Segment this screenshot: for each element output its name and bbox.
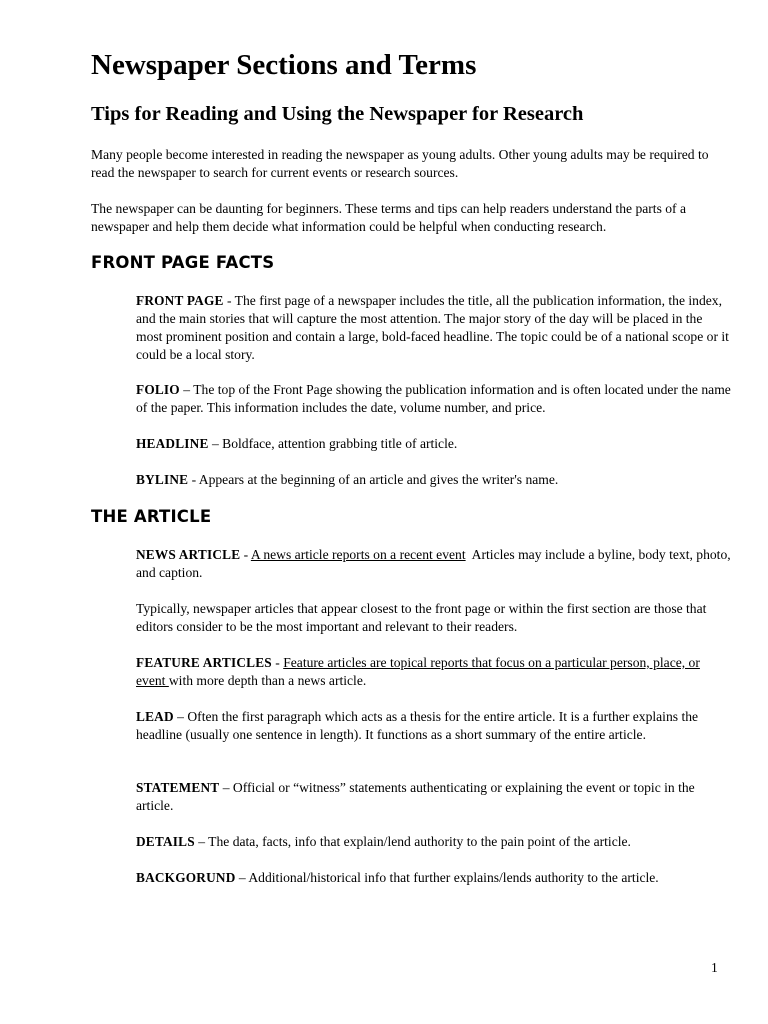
term-entry-folio — [136, 381, 732, 417]
page-subtitle: Tips for Reading and Using the Newspaper for Research — [91, 103, 584, 125]
intro-paragraph-2: The newspaper can be daunting for beginners. These terms and tips can help readers understand the parts of a newspaper and help them decide what information could be helpful when conducting research. — [91, 201, 687, 234]
term-entry-feature-articles — [136, 654, 732, 690]
term-label: BYLINE — [136, 472, 189, 487]
term-separator: – — [235, 870, 249, 885]
page-number: 1 — [711, 960, 718, 975]
term-label: NEWS ARTICLE — [136, 547, 241, 562]
term-definition: The top of the Front Page showing the publication information and is often located under the name of the paper. This information includes the date, volume number, and price. — [136, 382, 731, 415]
term-label: FRONT PAGE — [136, 293, 224, 308]
term-separator: – — [179, 382, 194, 397]
term-entry-details — [136, 833, 732, 851]
term-label: STATEMENT — [136, 780, 220, 795]
term-definition: The data, facts, info that explain/lend authority to the pain point of the article. — [208, 834, 631, 849]
term-label: BACKGORUND — [136, 870, 236, 885]
intro-paragraph-1: Many people become interested in reading the newspaper as young adults. Other young adults may be required to read the newspaper to search for current events or research sources. — [91, 147, 709, 180]
term-label: FOLIO — [136, 382, 180, 397]
underlined-definition: A news article reports on a recent event — [250, 547, 466, 562]
term-definition: The first page of a newspaper includes the title, all the publication information, the index, and the main stories that will capture the most attention. The major story of the day will be placed in the most prominent position and contain a large, bold-faced headline. The topic could be of a national scope or it could be a local story. — [136, 293, 729, 362]
term-label: DETAILS — [136, 834, 195, 849]
section-heading-front-page-facts: FRONT PAGE FACTS — [91, 253, 275, 272]
section-heading-the-article: THE ARTICLE — [91, 507, 212, 526]
term-separator: - — [271, 655, 284, 670]
term-definition: Additional/historical info that further explains/lends authority to the article. — [248, 870, 659, 885]
underlined-definition: Feature articles are topical reports that focus on a particular person, place, or event — [136, 655, 700, 688]
term-definition: Articles may include a byline, body text, photo, and caption. — [136, 547, 735, 580]
term-separator: - — [240, 547, 251, 562]
term-definition: with more depth than a news article. — [168, 673, 367, 688]
page-title: Newspaper Sections and Terms — [91, 49, 477, 81]
term-separator: - — [188, 472, 199, 487]
term-label: HEADLINE — [136, 436, 209, 451]
term-label: FEATURE ARTICLES — [136, 655, 272, 670]
term-entry-background — [136, 869, 732, 887]
term-separator: – — [194, 834, 209, 849]
term-entry-news-article — [136, 546, 735, 582]
term-entry-headline — [136, 435, 732, 453]
article-placement-paragraph: Typically, newspaper articles that appear closest to the front page or within the first section are those that editors consider to be the most important and relevant to their readers. — [136, 601, 707, 634]
term-entry-front-page — [136, 292, 732, 364]
term-entry-statement — [136, 779, 732, 815]
term-separator: - — [223, 293, 235, 308]
term-separator: – — [219, 780, 233, 795]
term-definition: Official or “witness” statements authenticating or explaining the event or topic in the article. — [136, 780, 695, 813]
term-definition: Often the first paragraph which acts as a thesis for the entire article. It is a further explains the headline (usually one sentence in length). It functions as a short summary of the entire article. — [136, 709, 699, 742]
term-entry-byline — [136, 471, 732, 489]
term-entry-lead — [136, 708, 732, 744]
term-separator: – — [173, 709, 188, 724]
term-separator: – — [208, 436, 223, 451]
term-label: LEAD — [136, 709, 174, 724]
term-definition: Appears at the beginning of an article and gives the writer's name. — [198, 472, 559, 487]
term-definition: Boldface, attention grabbing title of article. — [222, 436, 458, 451]
